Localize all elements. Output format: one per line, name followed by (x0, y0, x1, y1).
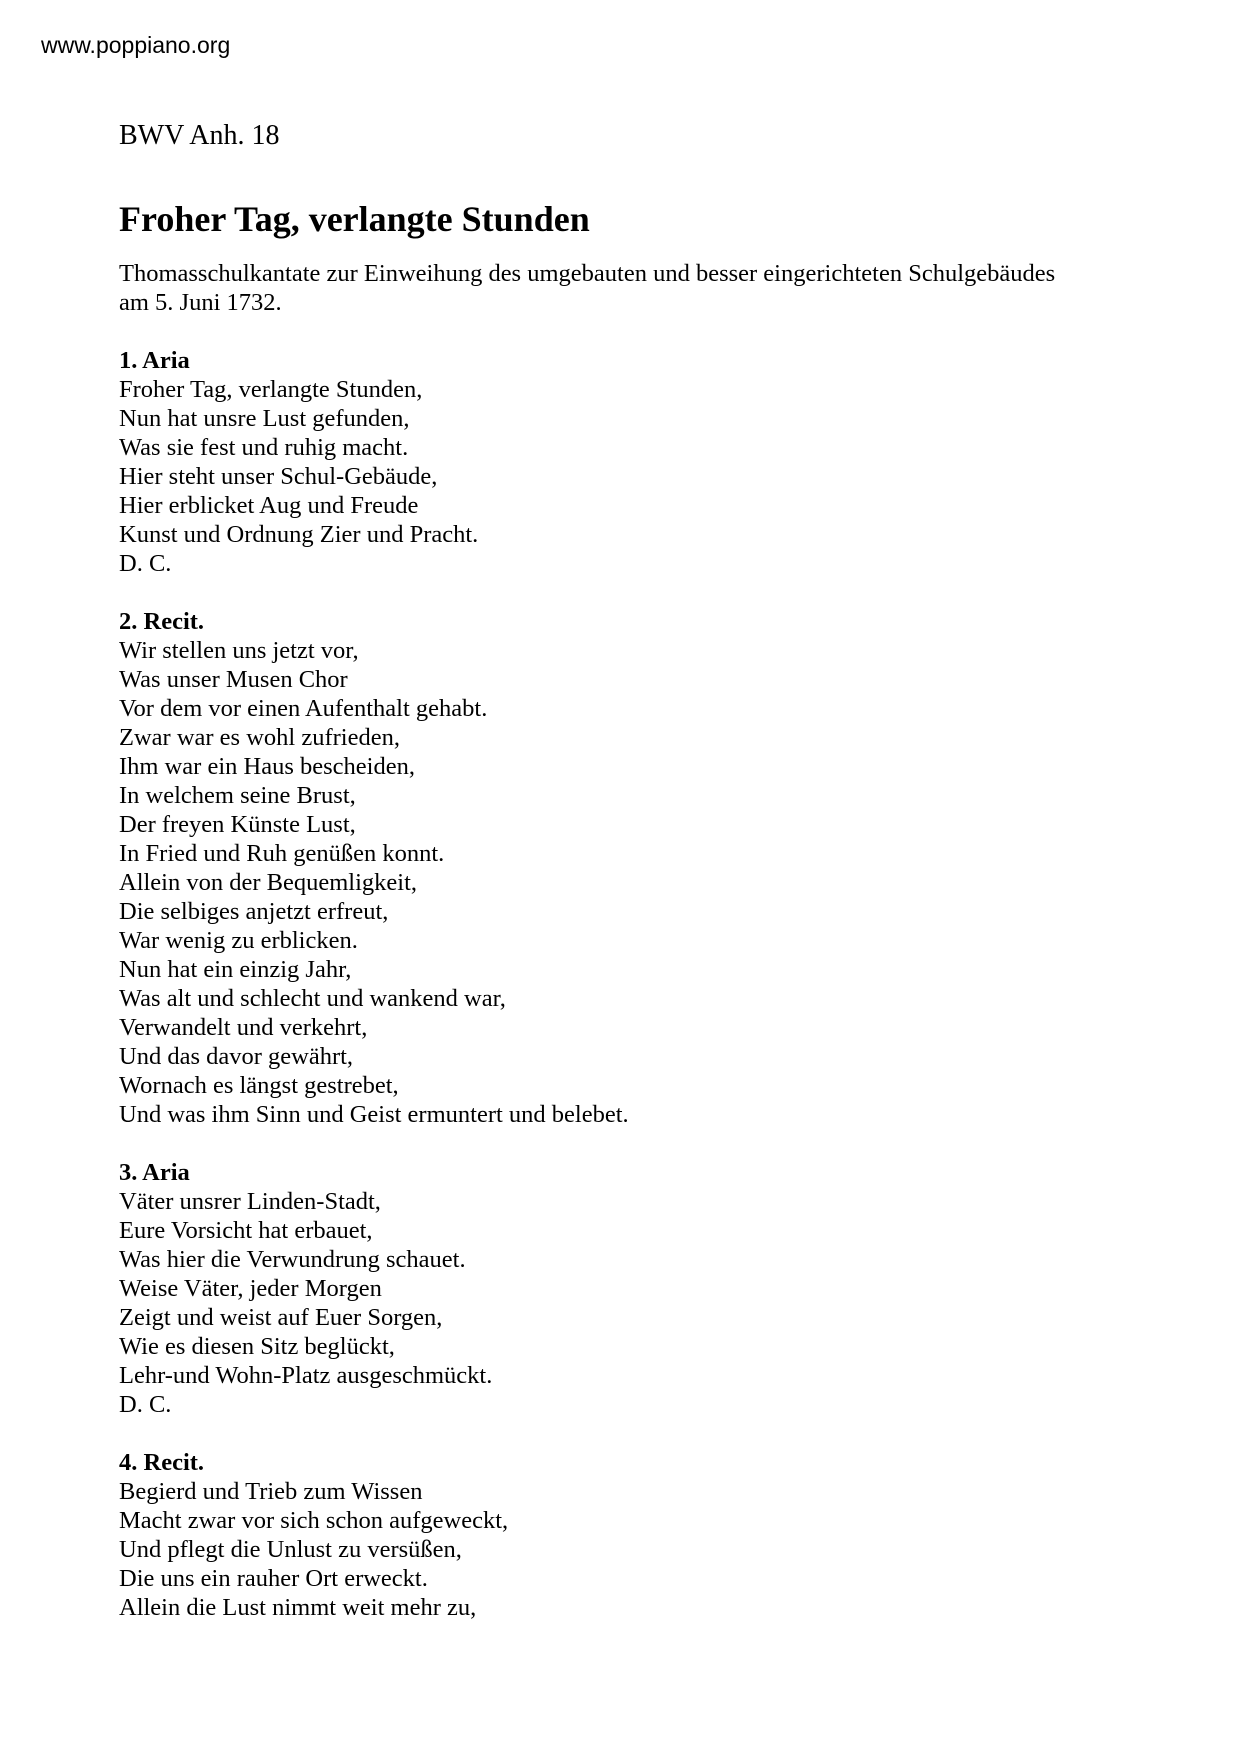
lyric-line: Ihm war ein Haus bescheiden, (119, 753, 415, 780)
page-title: Froher Tag, verlangte Stunden (119, 199, 590, 239)
lyric-line: Die uns ein rauher Ort erweckt. (119, 1565, 428, 1592)
lyric-line: In welchem seine Brust, (119, 782, 356, 809)
lyric-line: Und pflegt die Unlust zu versüßen, (119, 1536, 462, 1563)
lyric-line: D. C. (119, 1391, 172, 1418)
lyric-line: Zwar war es wohl zufrieden, (119, 724, 400, 751)
lyric-line: War wenig zu erblicken. (119, 927, 358, 954)
description (119, 259, 1119, 317)
lyric-line: Macht zwar vor sich schon aufgeweckt, (119, 1507, 509, 1534)
lyric-line: Eure Vorsicht hat erbauet, (119, 1217, 373, 1244)
section (119, 1158, 1119, 1419)
lyric-line: Was alt und schlecht und wankend war, (119, 985, 506, 1012)
lyric-line: In Fried und Ruh genüßen konnt. (119, 840, 445, 867)
section (119, 1448, 1119, 1622)
catalog-number: BWV Anh. 18 (119, 120, 280, 151)
lyric-line: Wir stellen uns jetzt vor, (119, 637, 359, 664)
lyric-line: Was hier die Verwundrung schauet. (119, 1246, 466, 1273)
lyric-line: Was unser Musen Chor (119, 666, 348, 693)
description-line: Thomasschulkantate zur Einweihung des umgebauten und besser eingerichteten Schulgebäudes (119, 260, 1056, 287)
lyric-line: Kunst und Ordnung Zier und Pracht. (119, 521, 479, 548)
lyric-line: Väter unsrer Linden-Stadt, (119, 1188, 381, 1215)
document-body (119, 118, 1119, 1622)
section (119, 607, 1119, 1129)
lyric-line: Der freyen Künste Lust, (119, 811, 356, 838)
section-heading: 1. Aria (119, 347, 190, 374)
lyric-line: Verwandelt und verkehrt, (119, 1014, 368, 1041)
lyric-line: Lehr-und Wohn-Platz ausgeschmückt. (119, 1362, 493, 1389)
lyric-line: Nun hat ein einzig Jahr, (119, 956, 352, 983)
lyric-line: Was sie fest und ruhig macht. (119, 434, 409, 461)
lyric-line: Zeigt und weist auf Euer Sorgen, (119, 1304, 443, 1331)
description-line: am 5. Juni 1732. (119, 289, 282, 316)
lyric-line: Und was ihm Sinn und Geist ermuntert und belebet. (119, 1101, 629, 1128)
lyric-line: Die selbiges anjetzt erfreut, (119, 898, 389, 925)
lyric-line: Hier erblicket Aug und Freude (119, 492, 419, 519)
lyric-line: Begierd und Trieb zum Wissen (119, 1478, 423, 1505)
lyric-line: Und das davor gewährt, (119, 1043, 354, 1070)
lyric-line: Allein die Lust nimmt weit mehr zu, (119, 1594, 477, 1621)
lyric-line: Allein von der Bequemligkeit, (119, 869, 418, 896)
section-heading: 3. Aria (119, 1159, 190, 1186)
lyric-line: Wornach es längst gestrebet, (119, 1072, 399, 1099)
lyric-line: Wie es diesen Sitz beglückt, (119, 1333, 395, 1360)
section-heading: 2. Recit. (119, 608, 205, 635)
section (119, 346, 1119, 578)
lyric-line: Weise Väter, jeder Morgen (119, 1275, 382, 1302)
lyric-line: Froher Tag, verlangte Stunden, (119, 376, 423, 403)
lyric-line: Hier steht unser Schul-Gebäude, (119, 463, 438, 490)
section-heading: 4. Recit. (119, 1449, 205, 1476)
lyric-line: Vor dem vor einen Aufenthalt gehabt. (119, 695, 488, 722)
lyric-line: D. C. (119, 550, 172, 577)
sections-container (119, 346, 1119, 1622)
lyric-line: Nun hat unsre Lust gefunden, (119, 405, 410, 432)
site-url: www.poppiano.org (41, 32, 231, 58)
